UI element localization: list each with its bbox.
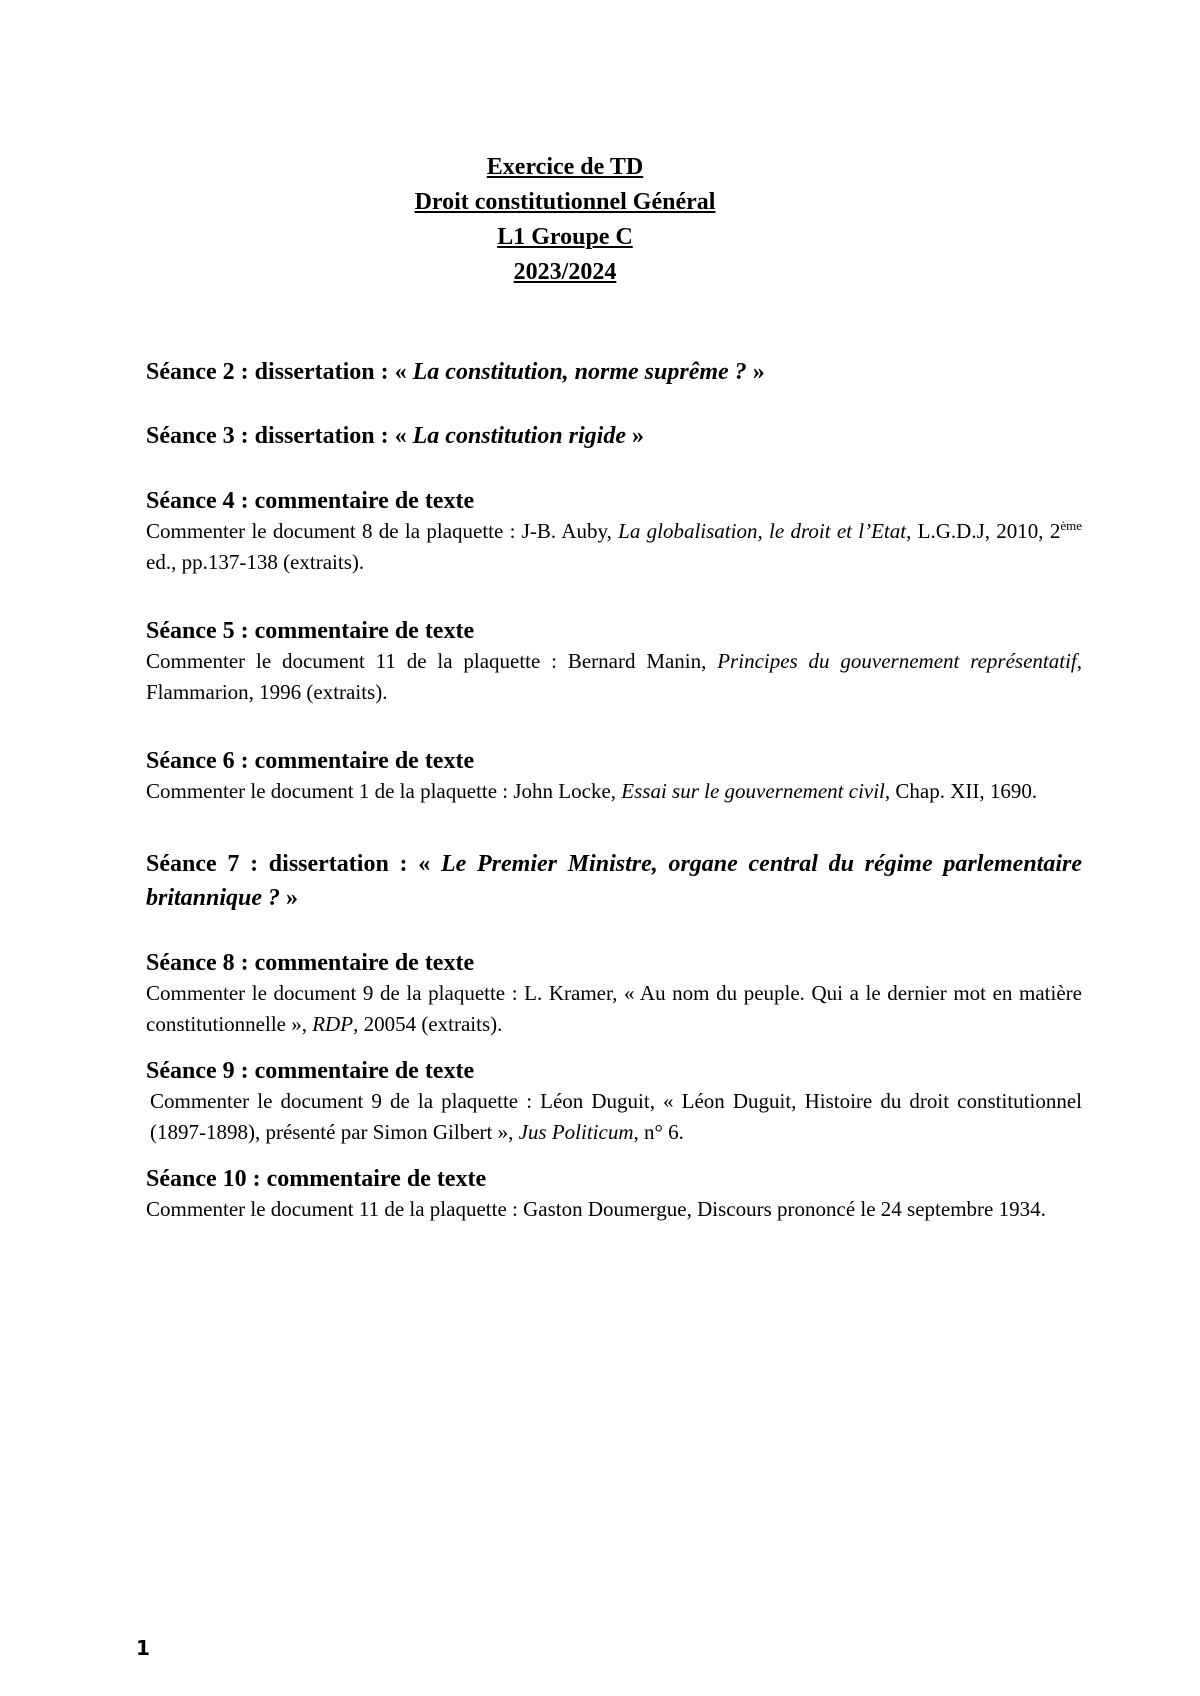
seance-4-book-title: La globalisation, le droit et l’Etat: [618, 519, 907, 543]
seance-8: [146, 948, 1082, 1040]
seance-6-text-a: Commenter le document 1 de la plaquette : John Locke,: [146, 779, 622, 803]
seance-4-text-c: ed., pp.137-138 (extraits).: [146, 550, 365, 574]
seance-5: [146, 616, 1082, 708]
seance-8-text-b: , 20054 (extraits).: [353, 1012, 503, 1036]
seance-6: [146, 746, 1082, 807]
seance-7-title: Le Premier Ministre, organe central du régime parlementaire britannique ?: [146, 851, 1083, 911]
seance-4-text-a: Commenter le document 8 de la plaquette : J-B. Auby,: [146, 519, 619, 543]
seance-9: [146, 1056, 1082, 1148]
seance-9-body: [146, 1086, 1082, 1148]
seance-8-body: [146, 978, 1082, 1040]
seance-2: [146, 355, 1082, 389]
header-group: L1 Groupe C: [497, 224, 633, 250]
seance-4-text-b: , L.G.D.J, 2010, 2: [906, 519, 1061, 543]
seance-6-body: [146, 776, 1082, 807]
seance-3-label: Séance 3 : dissertation : «: [146, 423, 413, 449]
header-year: 2023/2024: [513, 259, 617, 285]
seance-10-heading: Séance 10 : commentaire de texte: [146, 1166, 487, 1192]
seance-10: [146, 1164, 1082, 1225]
seance-5-heading: Séance 5 : commentaire de texte: [146, 618, 475, 644]
seance-3-title: La constitution rigide: [412, 423, 627, 449]
seance-9-heading: Séance 9 : commentaire de texte: [146, 1058, 475, 1084]
seance-6-text-b: Chap. XII, 1690.: [890, 779, 1038, 803]
header-title: Exercice de TD: [486, 154, 644, 180]
seance-5-text-b: , Flammarion, 1996 (extraits).: [146, 649, 1082, 704]
seance-6-book-title: Essai sur le gouvernement civil,: [621, 779, 891, 803]
seance-7-label: Séance 7 : dissertation : «: [146, 851, 441, 877]
seance-9-text-a: Commenter le document 9 de la plaquette : Léon Duguit, « Léon Duguit, Histoire du droit constitutionnel (1897-1898), présenté par Simon Gilbert »,: [150, 1089, 1082, 1144]
seance-8-heading: Séance 8 : commentaire de texte: [146, 950, 475, 976]
seance-4: [146, 486, 1082, 578]
header-course: Droit constitutionnel Général: [414, 189, 716, 215]
seance-9-text-b: , n° 6.: [633, 1120, 684, 1144]
seance-5-book-title: Principes du gouvernement représentatif: [717, 649, 1077, 673]
seance-4-body: [146, 516, 1082, 578]
page-number: 1: [136, 1636, 150, 1660]
seance-9-journal: Jus Politicum: [518, 1120, 634, 1144]
seance-5-text-a: Commenter le document 11 de la plaquette : Bernard Manin,: [146, 649, 718, 673]
document-header: [0, 150, 1130, 290]
seance-7-end: »: [280, 885, 299, 911]
seance-4-heading: Séance 4 : commentaire de texte: [146, 488, 475, 514]
sessions-list: [146, 355, 1082, 1225]
seance-8-text-a: Commenter le document 9 de la plaquette : L. Kramer, « Au nom du peuple. Qui a le dernier mot en matière constitutionnelle »,: [146, 981, 1082, 1036]
seance-3-end: »: [626, 423, 645, 449]
seance-10-body: [146, 1194, 1082, 1225]
seance-2-label: Séance 2 : dissertation : «: [146, 359, 413, 385]
seance-10-text-a: Commenter le document 11 de la plaquette : Gaston Doumergue, Discours prononcé le 24 septembre 1934.: [146, 1197, 1046, 1221]
seance-8-journal: RDP: [312, 1012, 354, 1036]
seance-2-title: La constitution, norme suprême ?: [412, 359, 747, 385]
seance-4-superscript: ème: [1060, 518, 1082, 533]
seance-2-end: »: [746, 359, 765, 385]
seance-6-heading: Séance 6 : commentaire de texte: [146, 748, 475, 774]
seance-5-body: [146, 646, 1082, 708]
seance-3: [146, 419, 1082, 453]
seance-7: [146, 847, 1082, 915]
